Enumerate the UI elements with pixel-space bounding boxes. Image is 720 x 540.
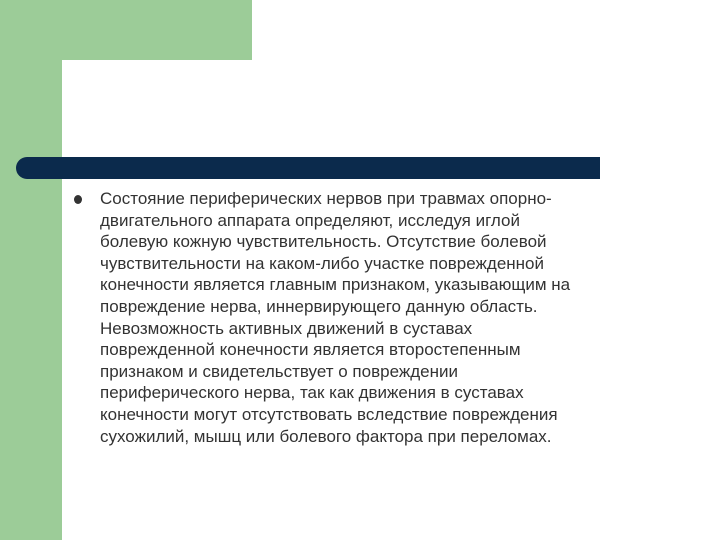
- bullet-line: чувствительности на каком-либо участке поврежденной: [100, 253, 545, 273]
- bullet-line: конечности является главным признаком, указывающим на: [100, 275, 571, 295]
- bullet-paragraph: [100, 188, 660, 447]
- bullet-line: признаком и свидетельствует о повреждении: [100, 361, 458, 381]
- decorative-rounded-corner: [62, 60, 122, 120]
- bullet-line: Состояние периферических нервов при травмах опорно-: [100, 189, 552, 208]
- bullet-dot-icon: [74, 195, 82, 204]
- slide-content: [70, 188, 670, 447]
- title-bar-decoration: [16, 157, 600, 179]
- bullet-item: [70, 188, 670, 447]
- bullet-line: болевую кожную чувствительность. Отсутствие болевой: [100, 232, 547, 252]
- bullet-line: двигательного аппарата определяют, исследуя иглой: [100, 210, 520, 230]
- bullet-line: конечности могут отсутствовать вследствие повреждения: [100, 404, 558, 424]
- bullet-line: Невозможность активных движений в суставах: [100, 318, 473, 338]
- bullet-line: периферического нерва, так как движения в суставах: [100, 383, 524, 403]
- decorative-green-left-band: [0, 0, 62, 540]
- bullet-line: сухожилий, мышц или болевого фактора при переломах.: [100, 426, 552, 446]
- bullet-line: поврежденной конечности является второстепенным: [100, 340, 521, 360]
- bullet-line: повреждение нерва, иннервирующего данную область.: [100, 296, 538, 316]
